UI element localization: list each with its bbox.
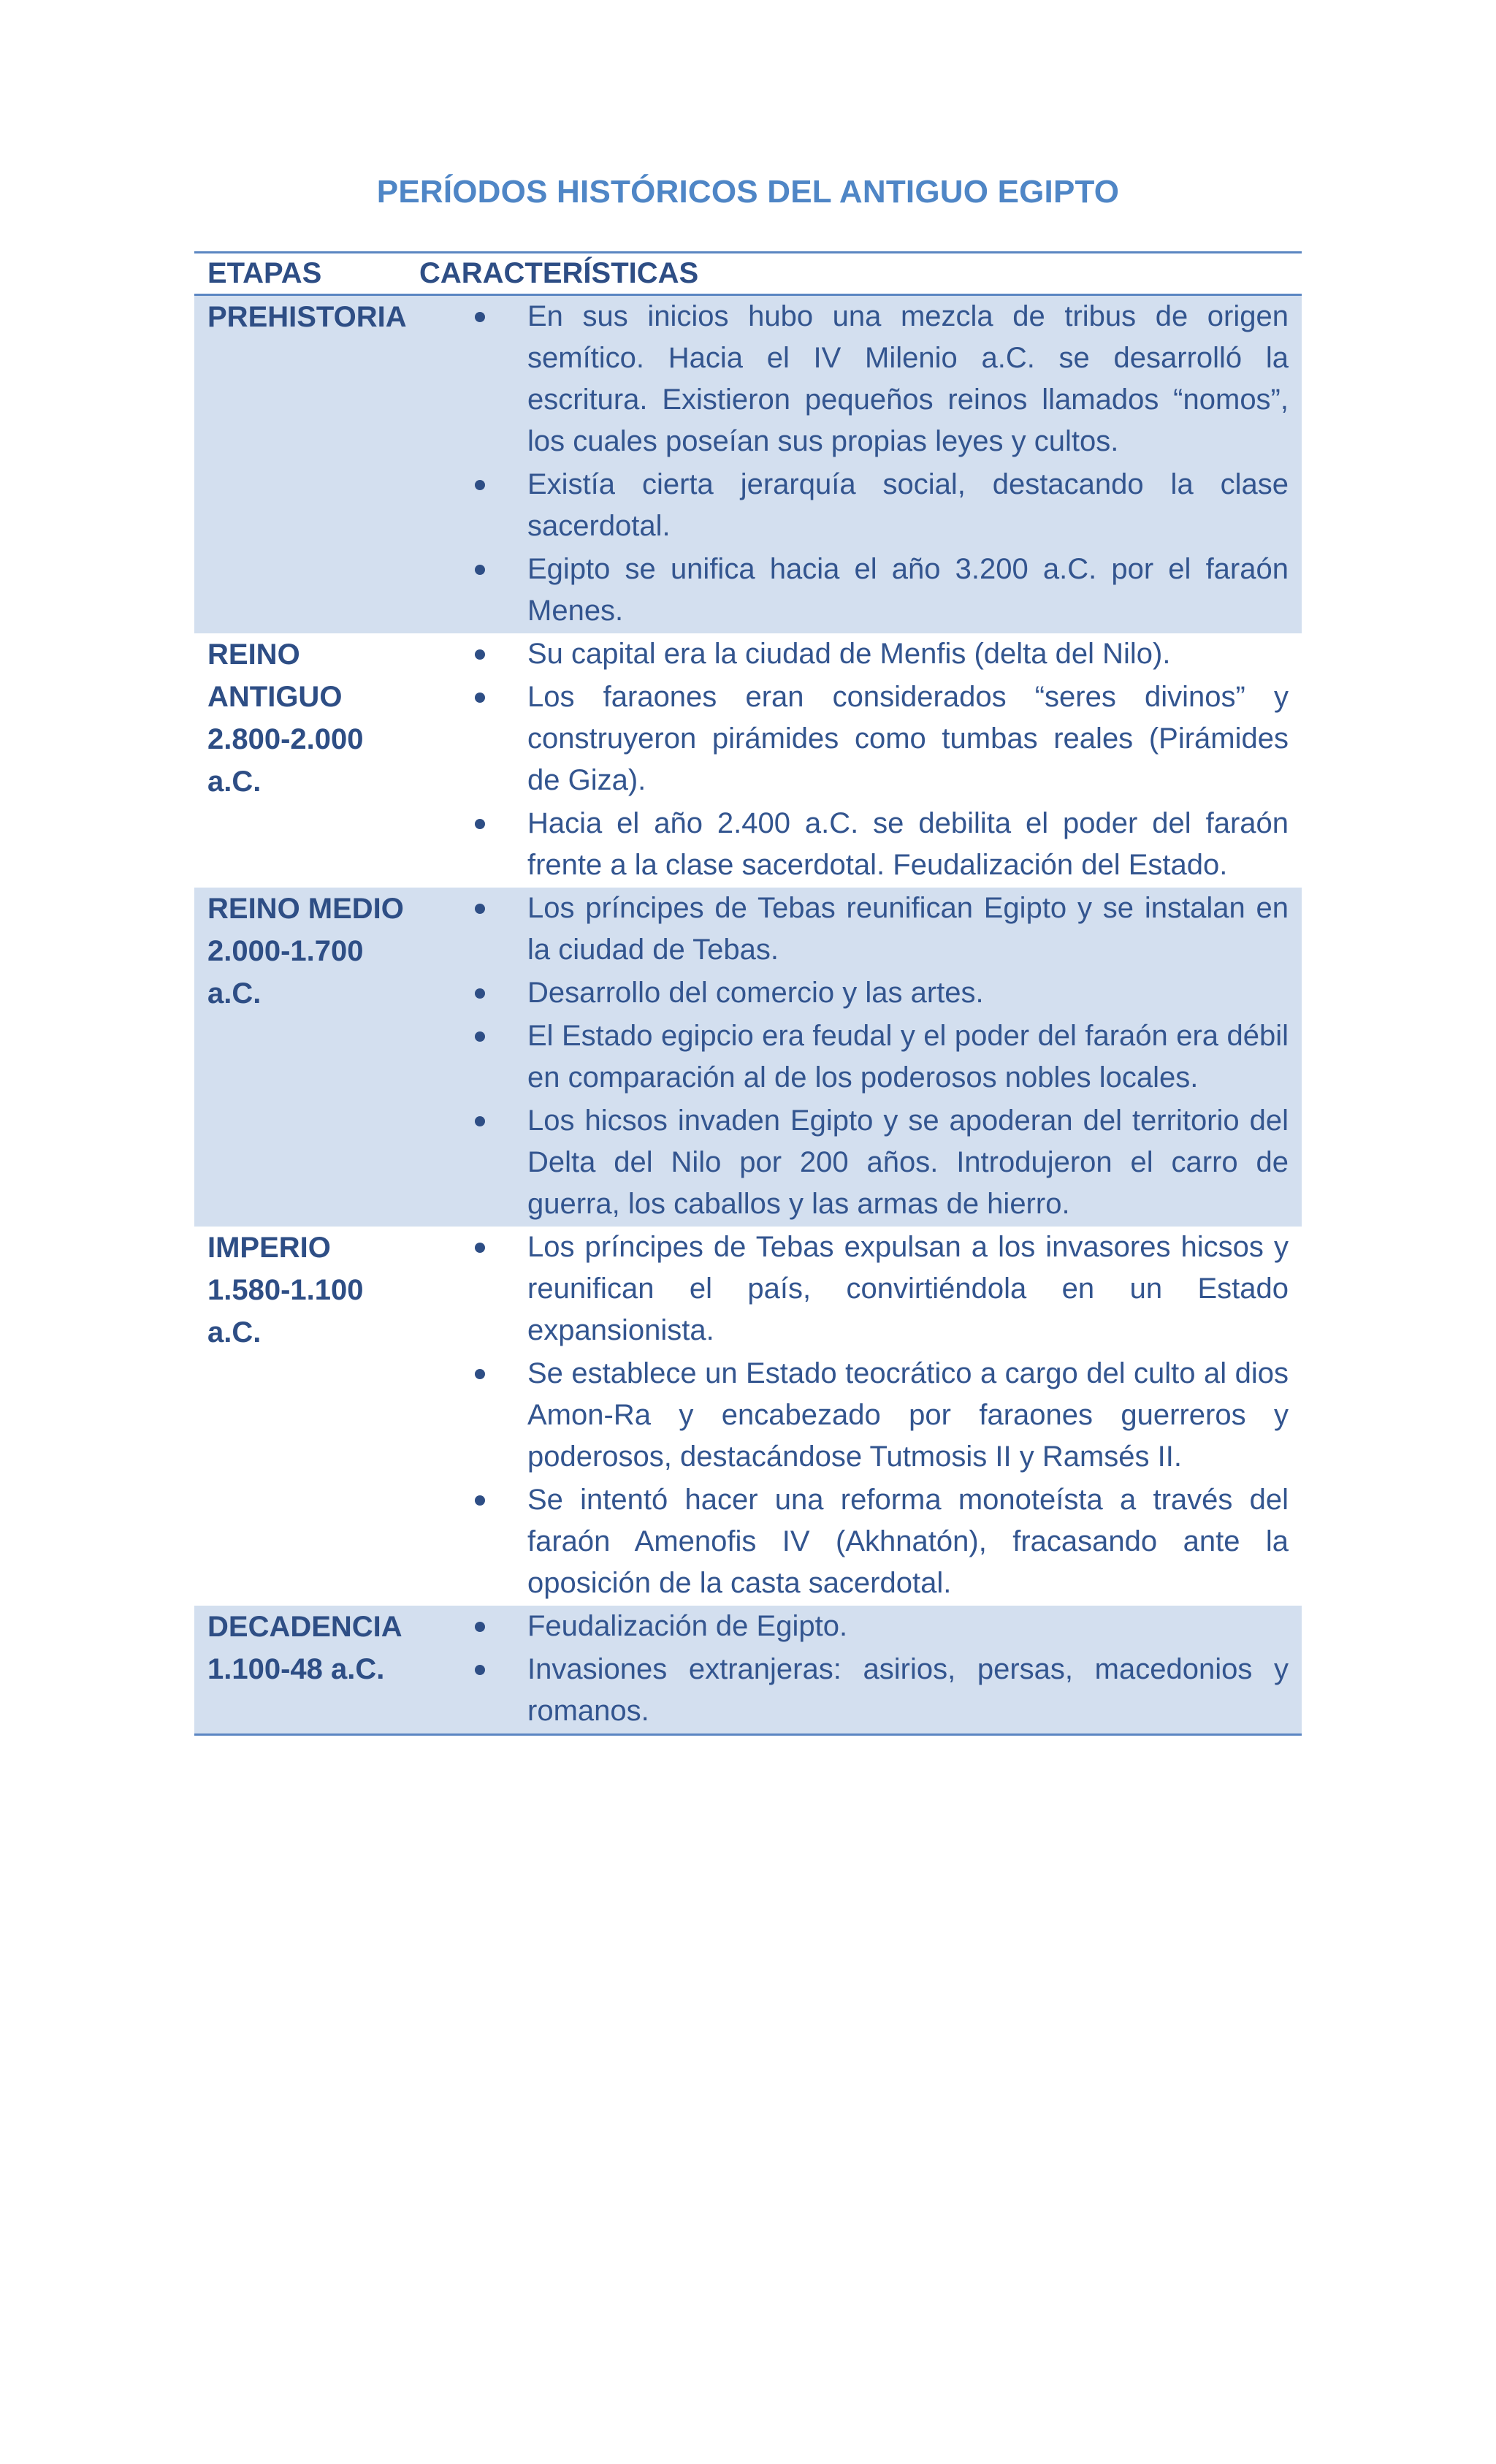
bullet-icon [475,480,485,490]
list-item: Se intentó hacer una reforma monoteísta a través del faraón Amenofis IV (Akhnatón), fracasando ante la oposición de la casta sacerdotal. [419,1479,1289,1604]
list-item: Invasiones extranjeras: asirios, persas, macedonios y romanos. [419,1649,1289,1732]
list-item: Los príncipes de Tebas expulsan a los invasores hicsos y reunifican el país, convirtiéndola en un Estado expansionista. [419,1227,1289,1351]
list-item: Se establece un Estado teocrático a cargo del culto al dios Amon-Ra y encabezado por faraones guerreros y poderosos, destacándose Tutmosis II y Ramsés II. [419,1353,1289,1478]
stage-label: REINO ANTIGUO 2.800-2.000 a.C. [207,638,364,798]
table-row-imperio [194,1227,1302,1606]
bullet-icon [475,1665,485,1675]
stage-label: REINO MEDIO 2.000-1.700 a.C. [207,893,404,1010]
list-item: Desarrollo del comercio y las artes. [419,972,1289,1014]
bullet-icon [475,1495,485,1506]
bullet-icon [475,312,485,322]
bullet-icon [475,1369,485,1379]
table-header-row [194,253,1302,296]
list-item: Hacia el año 2.400 a.C. se debilita el poder del faraón frente a la clase sacerdotal. Feudalización del Estado. [419,803,1289,886]
stage-label: PREHISTORIA [207,301,407,333]
bullet-icon [475,1116,485,1126]
bullet-icon [475,819,485,829]
list-item: Los príncipes de Tebas reunifican Egipto y se instalan en la ciudad de Tebas. [419,888,1289,971]
list-item: Los hicsos invaden Egipto y se apoderan del territorio del Delta del Nilo por 200 años. Introdujeron el carro de guerra, los caballos y las armas de hierro. [419,1100,1289,1225]
bullet-icon [475,1031,485,1042]
bullet-icon [475,649,485,660]
list-item: Los faraones eran considerados “seres divinos” y construyeron pirámides como tumbas reales (Pirámides de Giza). [419,676,1289,801]
bullet-icon [475,1622,485,1632]
page-title: PERÍODOS HISTÓRICOS DEL ANTIGUO EGIPTO [376,174,1120,210]
list-item: Egipto se unifica hacia el año 3.200 a.C. por el faraón Menes. [419,549,1289,632]
stage-label: DECADENCIA 1.100-48 a.C. [207,1611,402,1685]
bullet-icon [475,1243,485,1253]
bullet-icon [475,988,485,999]
header-characteristics: CARACTERÍSTICAS [419,257,699,289]
list-item: En sus inicios hubo una mezcla de tribus de origen semítico. Hacia el IV Milenio a.C. se desarrolló la escritura. Existieron pequeños reinos llamados “nomos”, los cuales poseían sus propias leyes y cultos. [419,296,1289,462]
list-item: El Estado egipcio era feudal y el poder del faraón era débil en comparación al de los poderosos nobles locales. [419,1015,1289,1099]
table-row-prehistoria [194,296,1302,633]
table-row-reino-antiguo [194,633,1302,888]
list-item: Existía cierta jerarquía social, destacando la clase sacerdotal. [419,464,1289,547]
list-item: Feudalización de Egipto. [419,1606,1289,1647]
header-stages: ETAPAS [207,257,322,289]
list-item: Su capital era la ciudad de Menfis (delta del Nilo). [419,633,1289,675]
stage-label: IMPERIO 1.580-1.100 a.C. [207,1232,364,1349]
periods-table [194,251,1302,1736]
table-row-decadencia [194,1606,1302,1733]
bullet-icon [475,693,485,703]
table-row-reino-medio [194,888,1302,1227]
bullet-icon [475,904,485,914]
bullet-icon [475,565,485,575]
